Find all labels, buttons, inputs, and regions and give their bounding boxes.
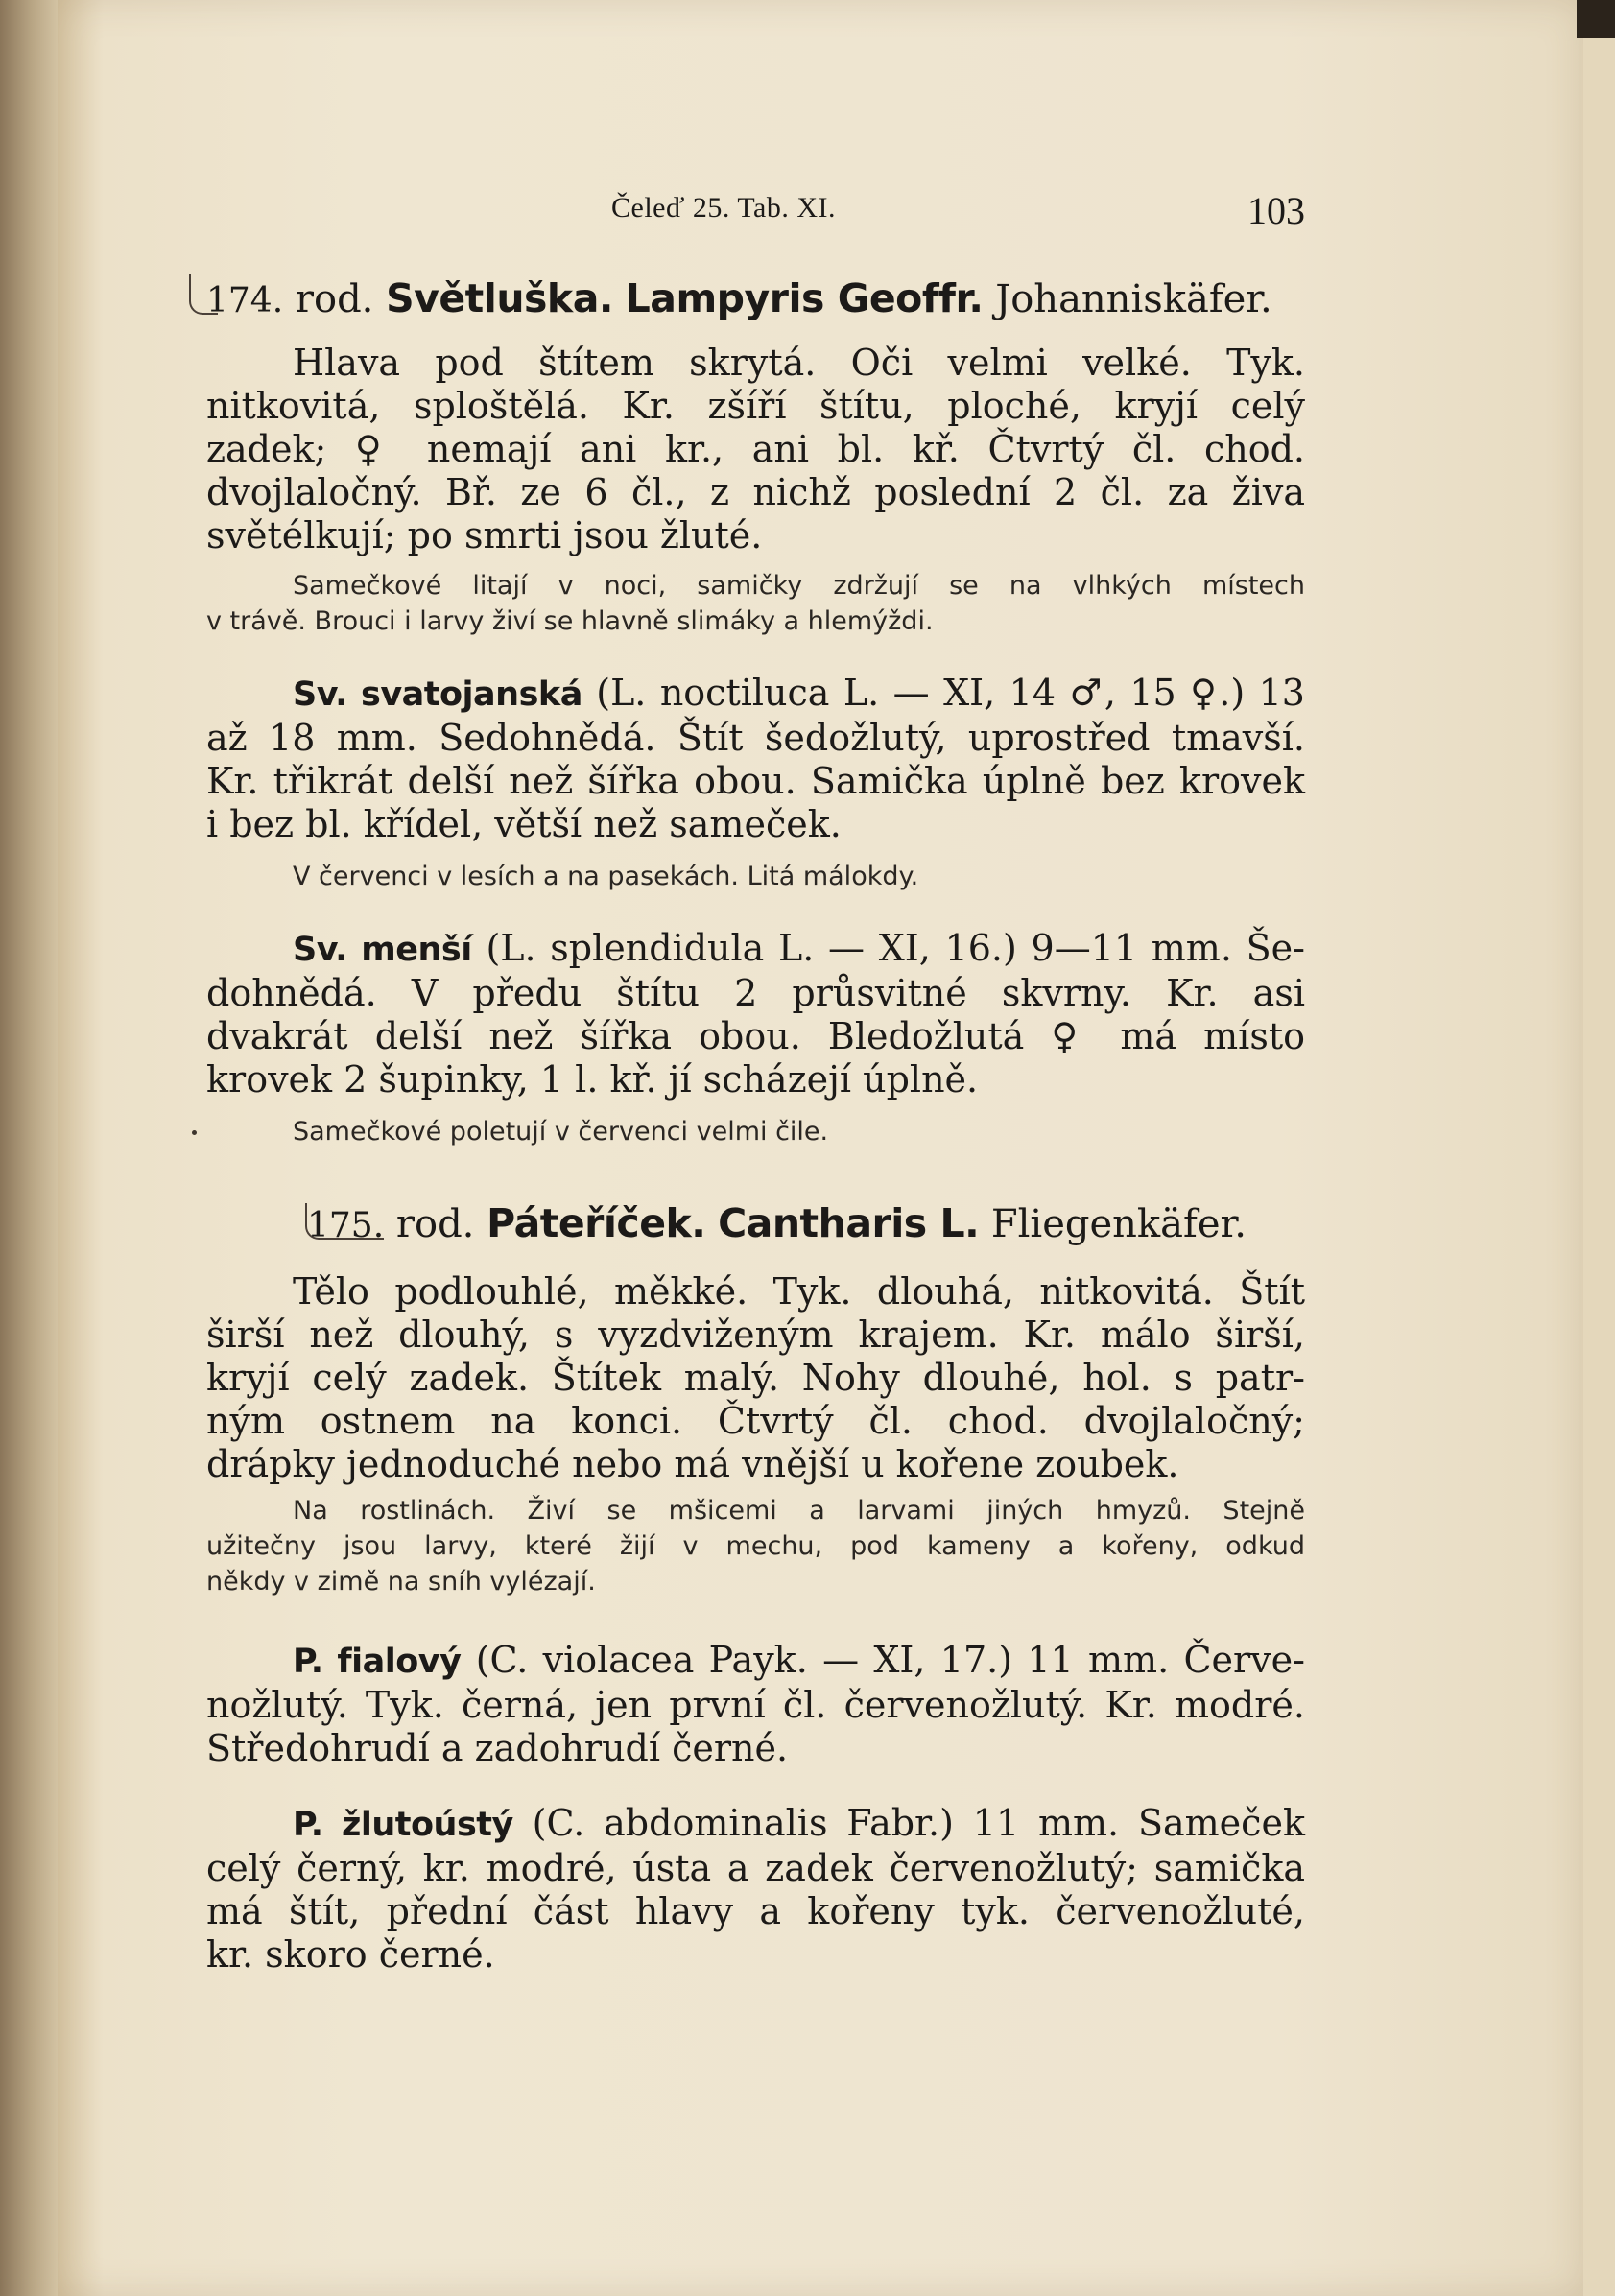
species-line: Středohrudí a zadohrudí černé.: [206, 1727, 789, 1769]
genus-174-description: [206, 342, 1305, 557]
species-name: Sv. menší: [293, 931, 472, 969]
species-line: nožlutý. Tyk. černá, jen první čl. červenožlutý. Kr. modré.: [206, 1684, 1305, 1726]
note-line: v trávě. Brouci i larvy živí se hlavně slimáky a hlemýždi.: [206, 606, 934, 636]
description-line: širší než dlouhý, s vyzdviženým krajem. Kr. málo širší,: [206, 1314, 1305, 1356]
note-line: Na rostlinách. Živí se mšicemi a larvami jiných hmyzů. Stejně: [293, 1496, 1305, 1526]
description-line: nitkovitá, sploštělá. Kr. zšíří štítu, ploché, kryjí celý: [206, 385, 1305, 427]
species-line: dohnědá. V předu štítu 2 průsvitné skvrny. Kr. asi: [206, 972, 1305, 1014]
note-line: V červenci v lesích a na pasekách. Litá málokdy.: [293, 862, 919, 891]
species-line: až 18 mm. Sedohnědá. Štít šedožlutý, uprostřed tmavší.: [206, 717, 1305, 759]
species-line: [206, 1639, 1305, 1684]
species-entry: [206, 927, 1305, 1101]
species-line: [206, 672, 1305, 717]
description-line: drápky jednoduché nebo má vnější u kořene zoubek.: [206, 1443, 1179, 1485]
genus-name-de: Johanniskäfer.: [995, 277, 1272, 321]
book-spine-shadow: [0, 0, 58, 2296]
description-line: dvojlaločný. Bř. ze 6 čl., z nichž poslední 2 čl. za živa: [206, 471, 1305, 513]
species-text: (L. noctiluca L. — XI, 14 ♂, 15 ♀.) 13: [596, 672, 1305, 714]
genus-rank: rod.: [395, 1202, 475, 1246]
species-line: Kr. třikrát delší než šířka obou. Samička úplně bez krovek: [206, 760, 1305, 802]
species-line: kr. skoro černé.: [206, 1933, 495, 1976]
genus-name-cz: Páteříček.: [487, 1200, 706, 1246]
genus-174-note: [206, 568, 1305, 639]
species-name: Sv. svatojanská: [293, 675, 582, 714]
species-text: (L. splendidula L. — XI, 16.) 9—11 mm. Še-: [486, 927, 1305, 969]
species-text: (C. violacea Payk. — XI, 17.) 11 mm. Červe-: [475, 1639, 1305, 1681]
note-line: někdy v zimě na sníh vylézají.: [206, 1567, 596, 1597]
genus-174-heading: [206, 274, 1305, 325]
page-number: 103: [1247, 189, 1305, 232]
genus-175-description: [206, 1270, 1305, 1486]
genus-name-de: Fliegenkäfer.: [990, 1202, 1247, 1246]
genus-rank: rod.: [295, 277, 374, 321]
description-line: ným ostnem na konci. Čtvrtý čl. chod. dvojlaločný;: [206, 1400, 1305, 1442]
genus-175-heading: [307, 1199, 1305, 1250]
species-note: [206, 859, 1305, 894]
note-line: užitečny jsou larvy, které žijí v mechu, pod kameny a kořeny, odkud: [206, 1531, 1305, 1561]
genus-number: 174.: [206, 281, 284, 320]
page-corner-shadow: [1577, 0, 1615, 38]
species-entry: [206, 1639, 1305, 1770]
genus-175-note: [206, 1493, 1305, 1599]
note-line: Samečkové poletují v červenci velmi čile.: [293, 1117, 829, 1147]
description-line: světélkují; po smrti jsou žluté.: [206, 514, 763, 556]
running-head: Čeleď 25. Tab. XI.: [611, 192, 837, 224]
genus-name-lat: Cantharis L.: [718, 1200, 980, 1246]
species-entry: [206, 672, 1305, 846]
description-line: kryjí celý zadek. Štítek malý. Nohy dlouhé, hol. s patr-: [206, 1357, 1305, 1399]
species-name: P. žlutoústý: [293, 1806, 513, 1844]
note-line: Samečkové litají v noci, samičky zdržují se na vlhkých místech: [293, 571, 1305, 601]
species-line: krovek 2 šupinky, 1 l. kř. jí scházejí úplně.: [206, 1058, 979, 1101]
species-line: [206, 927, 1305, 972]
species-entry: [206, 1802, 1305, 1976]
species-line: má štít, přední část hlavy a kořeny tyk. červenožluté,: [206, 1890, 1305, 1932]
species-name: P. fialový: [293, 1643, 462, 1681]
species-note: [206, 1114, 1305, 1149]
margin-dot-icon: [192, 1130, 197, 1135]
genus-number: 175.: [307, 1206, 385, 1245]
species-line: [206, 1802, 1305, 1847]
species-line: i bez bl. křídel, větší než sameček.: [206, 803, 842, 845]
description-line: zadek; ♀ nemají ani kr., ani bl. kř. Čtvrtý čl. chod.: [206, 428, 1305, 470]
genus-name-cz: Světluška.: [386, 275, 613, 321]
genus-name-lat: Lampyris Geoffr.: [625, 275, 984, 321]
page-header: [206, 188, 1305, 236]
species-text: (C. abdominalis Fabr.) 11 mm. Sameček: [532, 1802, 1305, 1844]
species-line: celý černý, kr. modré, ústa a zadek červenožlutý; samička: [206, 1847, 1305, 1889]
description-line: Hlava pod štítem skrytá. Oči velmi velké. Tyk.: [293, 342, 1305, 384]
description-line: Tělo podlouhlé, měkké. Tyk. dlouhá, nitkovitá. Štít: [293, 1270, 1305, 1313]
species-line: dvakrát delší než šířka obou. Bledožlutá ♀ má místo: [206, 1015, 1305, 1057]
